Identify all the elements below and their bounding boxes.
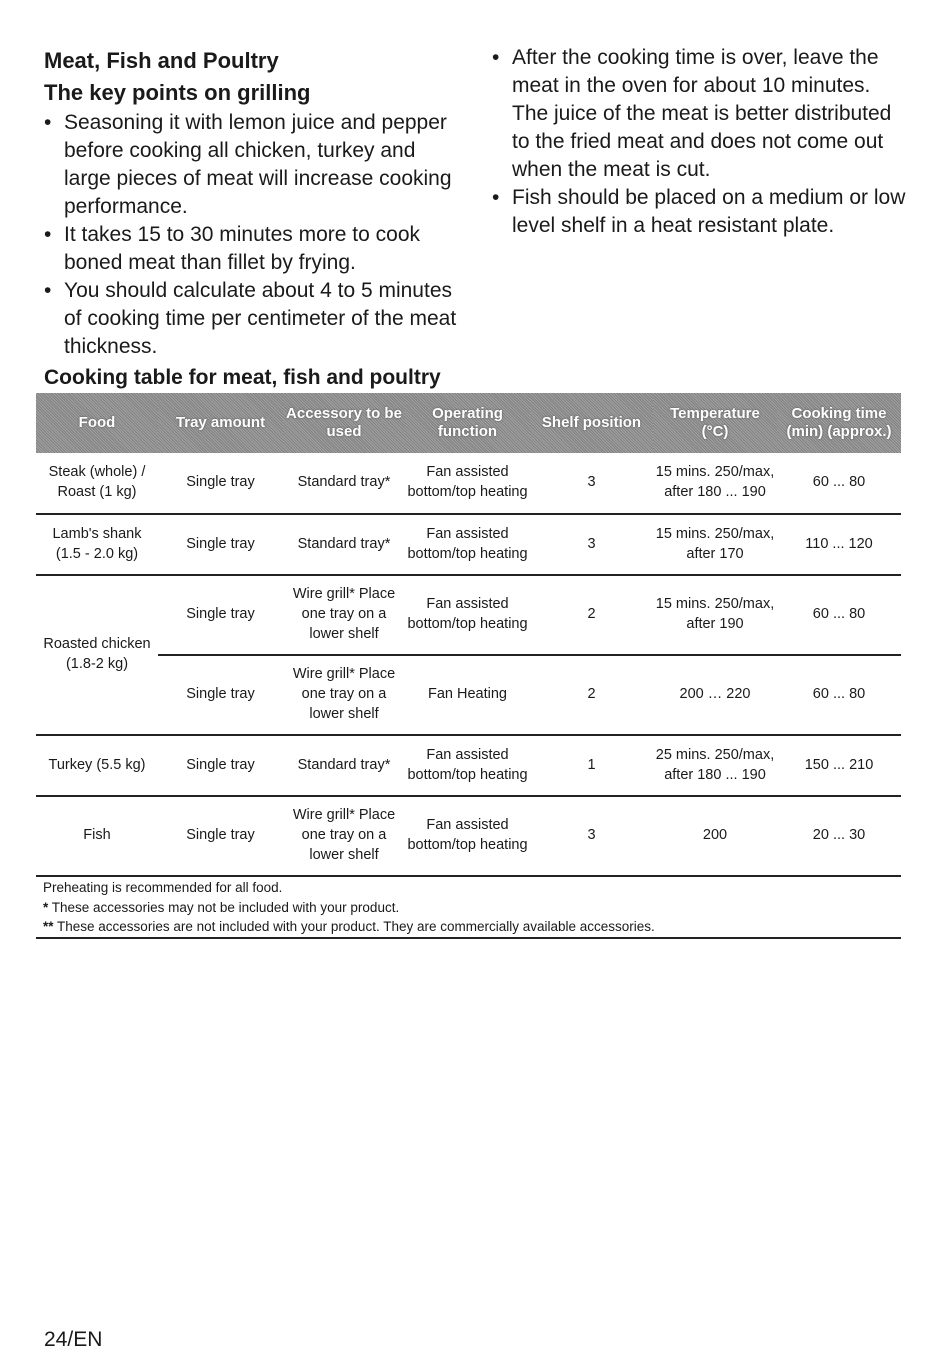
cell-tray: Single tray <box>158 655 283 735</box>
list-item: • Seasoning it with lemon juice and pepper before cooking all chicken, turkey and large pieces of meat will increase cooking performance. <box>44 109 464 221</box>
cell-function: Fan Heating <box>405 655 530 735</box>
cell-shelf: 3 <box>530 796 653 876</box>
list-item: • After the cooking time is over, leave the meat in the oven for about 10 minutes. The juice of the meat is better distributed to the fried meat and does not come out when the meat is cut. <box>492 44 912 184</box>
cell-time: 20 ... 30 <box>777 796 901 876</box>
right-column <box>492 44 912 240</box>
cell-shelf: 2 <box>530 575 653 655</box>
cell-tray: Single tray <box>158 796 283 876</box>
cell-temperature: 15 mins. 250/max, after 170 <box>653 514 777 575</box>
table-header-row <box>36 393 901 453</box>
cell-temperature: 15 mins. 250/max, after 190 <box>653 575 777 655</box>
list-item: • It takes 15 to 30 minutes more to cook boned meat than fillet by frying. <box>44 221 464 277</box>
cell-shelf: 3 <box>530 453 653 514</box>
cell-accessory: Wire grill* Place one tray on a lower shelf <box>283 575 405 655</box>
cell-function: Fan assisted bottom/top heating <box>405 575 530 655</box>
cell-food: Lamb's shank (1.5 - 2.0 kg) <box>36 514 158 575</box>
table-row <box>36 453 901 514</box>
grilling-tips-list <box>44 109 464 361</box>
footnote-double-asterisk <box>43 917 901 937</box>
cell-shelf: 2 <box>530 655 653 735</box>
footnote-text: These accessories may not be included with your product. <box>48 899 400 915</box>
list-item: • You should calculate about 4 to 5 minutes of cooking time per centimeter of the meat thickness. <box>44 277 464 361</box>
cell-time: 150 ... 210 <box>777 735 901 796</box>
grilling-tips-list-continued <box>492 44 912 240</box>
cell-temperature: 25 mins. 250/max, after 180 ... 190 <box>653 735 777 796</box>
list-item: • Fish should be placed on a medium or low level shelf in a heat resistant plate. <box>492 184 912 240</box>
footnote-preheat: Preheating is recommended for all food. <box>43 880 283 895</box>
section-title: Meat, Fish and Poultry <box>44 48 279 73</box>
cell-temperature: 200 … 220 <box>653 655 777 735</box>
cell-accessory: Standard tray* <box>283 735 405 796</box>
cell-tray: Single tray <box>158 514 283 575</box>
header-accessory: Accessory to be used <box>283 393 405 453</box>
cell-temperature: 200 <box>653 796 777 876</box>
cell-food: Steak (whole) / Roast (1 kg) <box>36 453 158 514</box>
header-temperature: Temperature (°C) <box>653 393 777 453</box>
table-row <box>36 514 901 575</box>
cell-temperature: 15 mins. 250/max, after 180 ... 190 <box>653 453 777 514</box>
header-operating-function: Operating function <box>405 393 530 453</box>
cell-function: Fan assisted bottom/top heating <box>405 453 530 514</box>
footnote-mark: * <box>43 899 49 915</box>
cell-accessory: Standard tray* <box>283 514 405 575</box>
cell-function: Fan assisted bottom/top heating <box>405 514 530 575</box>
cell-time: 60 ... 80 <box>777 575 901 655</box>
cell-tray: Single tray <box>158 575 283 655</box>
footnote-divider <box>36 937 901 939</box>
header-tray-amount: Tray amount <box>158 393 283 453</box>
cell-food: Turkey (5.5 kg) <box>36 735 158 796</box>
cell-shelf: 1 <box>530 735 653 796</box>
cell-accessory: Wire grill* Place one tray on a lower shelf <box>283 655 405 735</box>
section-subtitle: The key points on grilling <box>44 80 311 105</box>
cell-tray: Single tray <box>158 735 283 796</box>
cell-function: Fan assisted bottom/top heating <box>405 796 530 876</box>
cell-time: 60 ... 80 <box>777 453 901 514</box>
table-title: Cooking table for meat, fish and poultry <box>44 366 441 389</box>
table-footnotes <box>43 878 901 937</box>
table-row <box>36 655 901 735</box>
cell-function: Fan assisted bottom/top heating <box>405 735 530 796</box>
cell-accessory: Wire grill* Place one tray on a lower shelf <box>283 796 405 876</box>
footnote-single-asterisk <box>43 898 901 918</box>
cooking-table <box>36 393 901 877</box>
cell-accessory: Standard tray* <box>283 453 405 514</box>
header-cooking-time: Cooking time (min) (approx.) <box>777 393 901 453</box>
table-row <box>36 735 901 796</box>
table-row <box>36 575 901 655</box>
table-row <box>36 796 901 876</box>
footnote-text: These accessories are not included with your product. They are commercially available accessories. <box>53 919 655 935</box>
cell-food: Roasted chicken (1.8-2 kg) <box>36 575 158 735</box>
cell-tray: Single tray <box>158 453 283 514</box>
header-shelf-position: Shelf position <box>530 393 653 453</box>
left-column <box>44 44 464 361</box>
cell-time: 110 ... 120 <box>777 514 901 575</box>
header-food: Food <box>36 393 158 453</box>
cell-time: 60 ... 80 <box>777 655 901 735</box>
footnote-mark: ** <box>43 919 54 935</box>
cell-shelf: 3 <box>530 514 653 575</box>
cell-food: Fish <box>36 796 158 876</box>
page-number: 24/EN <box>44 1328 103 1351</box>
